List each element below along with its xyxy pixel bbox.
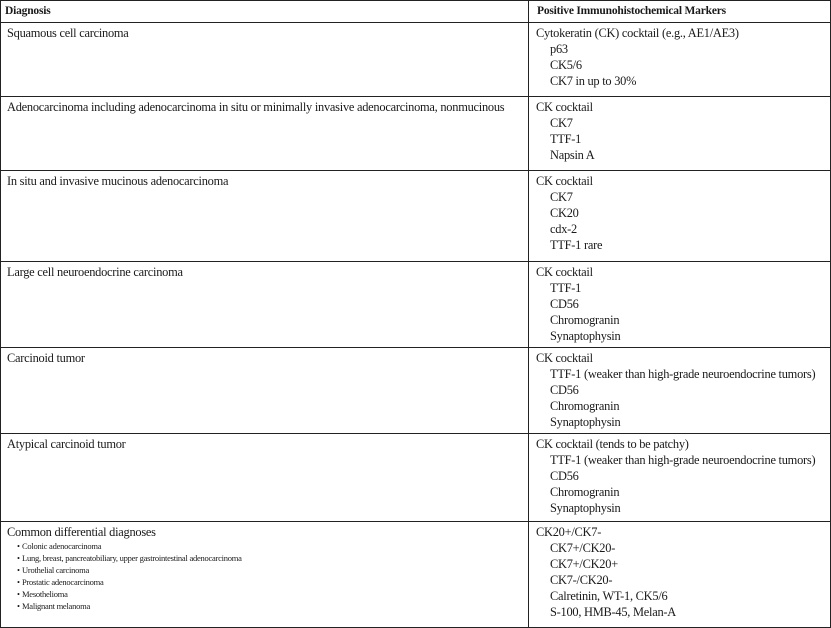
marker-item: Calretinin, WT-1, CK5/6 bbox=[550, 589, 668, 603]
marker-item: TTF-1 bbox=[550, 132, 582, 146]
table-row bbox=[1, 97, 831, 171]
diagnosis-text: Large cell neuroendocrine carcinoma bbox=[7, 265, 183, 279]
differential-bullet bbox=[7, 588, 524, 600]
bullet-icon: • bbox=[17, 553, 20, 563]
markers-cell bbox=[529, 262, 831, 348]
markers-cell bbox=[529, 522, 831, 628]
marker-item: CK7 bbox=[550, 190, 573, 204]
marker-item: Chromogranin bbox=[550, 313, 620, 327]
marker-item: cdx-2 bbox=[550, 222, 577, 236]
primary-marker: CK cocktail bbox=[536, 351, 593, 365]
primary-marker: CK cocktail bbox=[536, 265, 593, 279]
differential-bullet bbox=[7, 540, 524, 552]
diagnosis-cell bbox=[1, 522, 529, 628]
marker-item: CK7+/CK20+ bbox=[550, 557, 618, 571]
header-row bbox=[1, 1, 831, 23]
marker-item: CK20 bbox=[550, 206, 579, 220]
bullet-text: Lung, breast, pancreatobiliary, upper gastrointestinal adenocarcinoma bbox=[22, 553, 242, 563]
primary-marker: CK cocktail bbox=[536, 174, 593, 188]
diagnosis-text: Carcinoid tumor bbox=[7, 351, 85, 365]
marker-item: CD56 bbox=[550, 383, 579, 397]
marker-item: TTF-1 (weaker than high-grade neuroendocrine tumors) bbox=[550, 367, 816, 381]
table-row bbox=[1, 171, 831, 262]
marker-item: Synaptophysin bbox=[550, 501, 621, 515]
marker-item: CD56 bbox=[550, 469, 579, 483]
table-row bbox=[1, 348, 831, 434]
marker-item: Chromogranin bbox=[550, 399, 620, 413]
table-row bbox=[1, 434, 831, 522]
primary-marker: CK cocktail bbox=[536, 100, 593, 114]
bullet-text: Prostatic adenocarcinoma bbox=[22, 577, 104, 587]
diagnosis-cell bbox=[1, 23, 529, 97]
diagnosis-text: Adenocarcinoma including adenocarcinoma in situ or minimally invasive adenocarcinoma, nonmucinous bbox=[7, 100, 505, 114]
marker-item: TTF-1 (weaker than high-grade neuroendocrine tumors) bbox=[550, 453, 816, 467]
marker-item: S-100, HMB-45, Melan-A bbox=[550, 605, 676, 619]
bullet-text: Urothelial carcinoma bbox=[22, 565, 89, 575]
marker-item: Synaptophysin bbox=[550, 415, 621, 429]
bullet-text: Malignant melanoma bbox=[22, 601, 90, 611]
markers-cell bbox=[529, 434, 831, 522]
bullet-icon: • bbox=[17, 541, 20, 551]
diagnosis-cell bbox=[1, 171, 529, 262]
differential-bullet bbox=[7, 564, 524, 576]
bullet-text: Colonic adenocarcinoma bbox=[22, 541, 102, 551]
markers-cell bbox=[529, 23, 831, 97]
diagnosis-cell bbox=[1, 97, 529, 171]
diagnosis-cell bbox=[1, 348, 529, 434]
diagnosis-cell bbox=[1, 434, 529, 522]
diagnosis-text: In situ and invasive mucinous adenocarcinoma bbox=[7, 174, 229, 188]
marker-item: TTF-1 rare bbox=[550, 238, 603, 252]
marker-item: CK5/6 bbox=[550, 58, 582, 72]
bullet-icon: • bbox=[17, 577, 20, 587]
markers-cell bbox=[529, 348, 831, 434]
marker-item: Napsin A bbox=[550, 148, 595, 162]
diagnosis-text: Common differential diagnoses bbox=[7, 525, 156, 539]
marker-item: CK7+/CK20- bbox=[550, 541, 616, 555]
differential-bullet bbox=[7, 600, 524, 612]
diagnosis-text: Atypical carcinoid tumor bbox=[7, 437, 126, 451]
header-diagnosis: Diagnosis bbox=[1, 1, 529, 23]
marker-item: CK7 in up to 30% bbox=[550, 74, 637, 88]
marker-item: Chromogranin bbox=[550, 485, 620, 499]
primary-marker: CK cocktail (tends to be patchy) bbox=[536, 437, 689, 451]
table-row bbox=[1, 23, 831, 97]
marker-item: CD56 bbox=[550, 297, 579, 311]
table-row bbox=[1, 262, 831, 348]
diagnosis-text: Squamous cell carcinoma bbox=[7, 26, 129, 40]
markers-cell bbox=[529, 97, 831, 171]
table-row bbox=[1, 522, 831, 628]
bullet-icon: • bbox=[17, 601, 20, 611]
differential-bullet bbox=[7, 576, 524, 588]
marker-item: CK7-/CK20- bbox=[550, 573, 613, 587]
differential-bullet bbox=[7, 552, 524, 564]
bullet-text: Mesothelioma bbox=[22, 589, 68, 599]
markers-cell bbox=[529, 171, 831, 262]
marker-item: p63 bbox=[550, 42, 568, 56]
bullet-icon: • bbox=[17, 589, 20, 599]
marker-item: TTF-1 bbox=[550, 281, 582, 295]
primary-marker: Cytokeratin (CK) cocktail (e.g., AE1/AE3) bbox=[536, 26, 739, 40]
header-markers: Positive Immunohistochemical Markers bbox=[529, 1, 831, 23]
bullet-icon: • bbox=[17, 565, 20, 575]
diagnosis-cell bbox=[1, 262, 529, 348]
marker-item: Synaptophysin bbox=[550, 329, 621, 343]
marker-item: CK7 bbox=[550, 116, 573, 130]
primary-marker: CK20+/CK7- bbox=[536, 525, 602, 539]
